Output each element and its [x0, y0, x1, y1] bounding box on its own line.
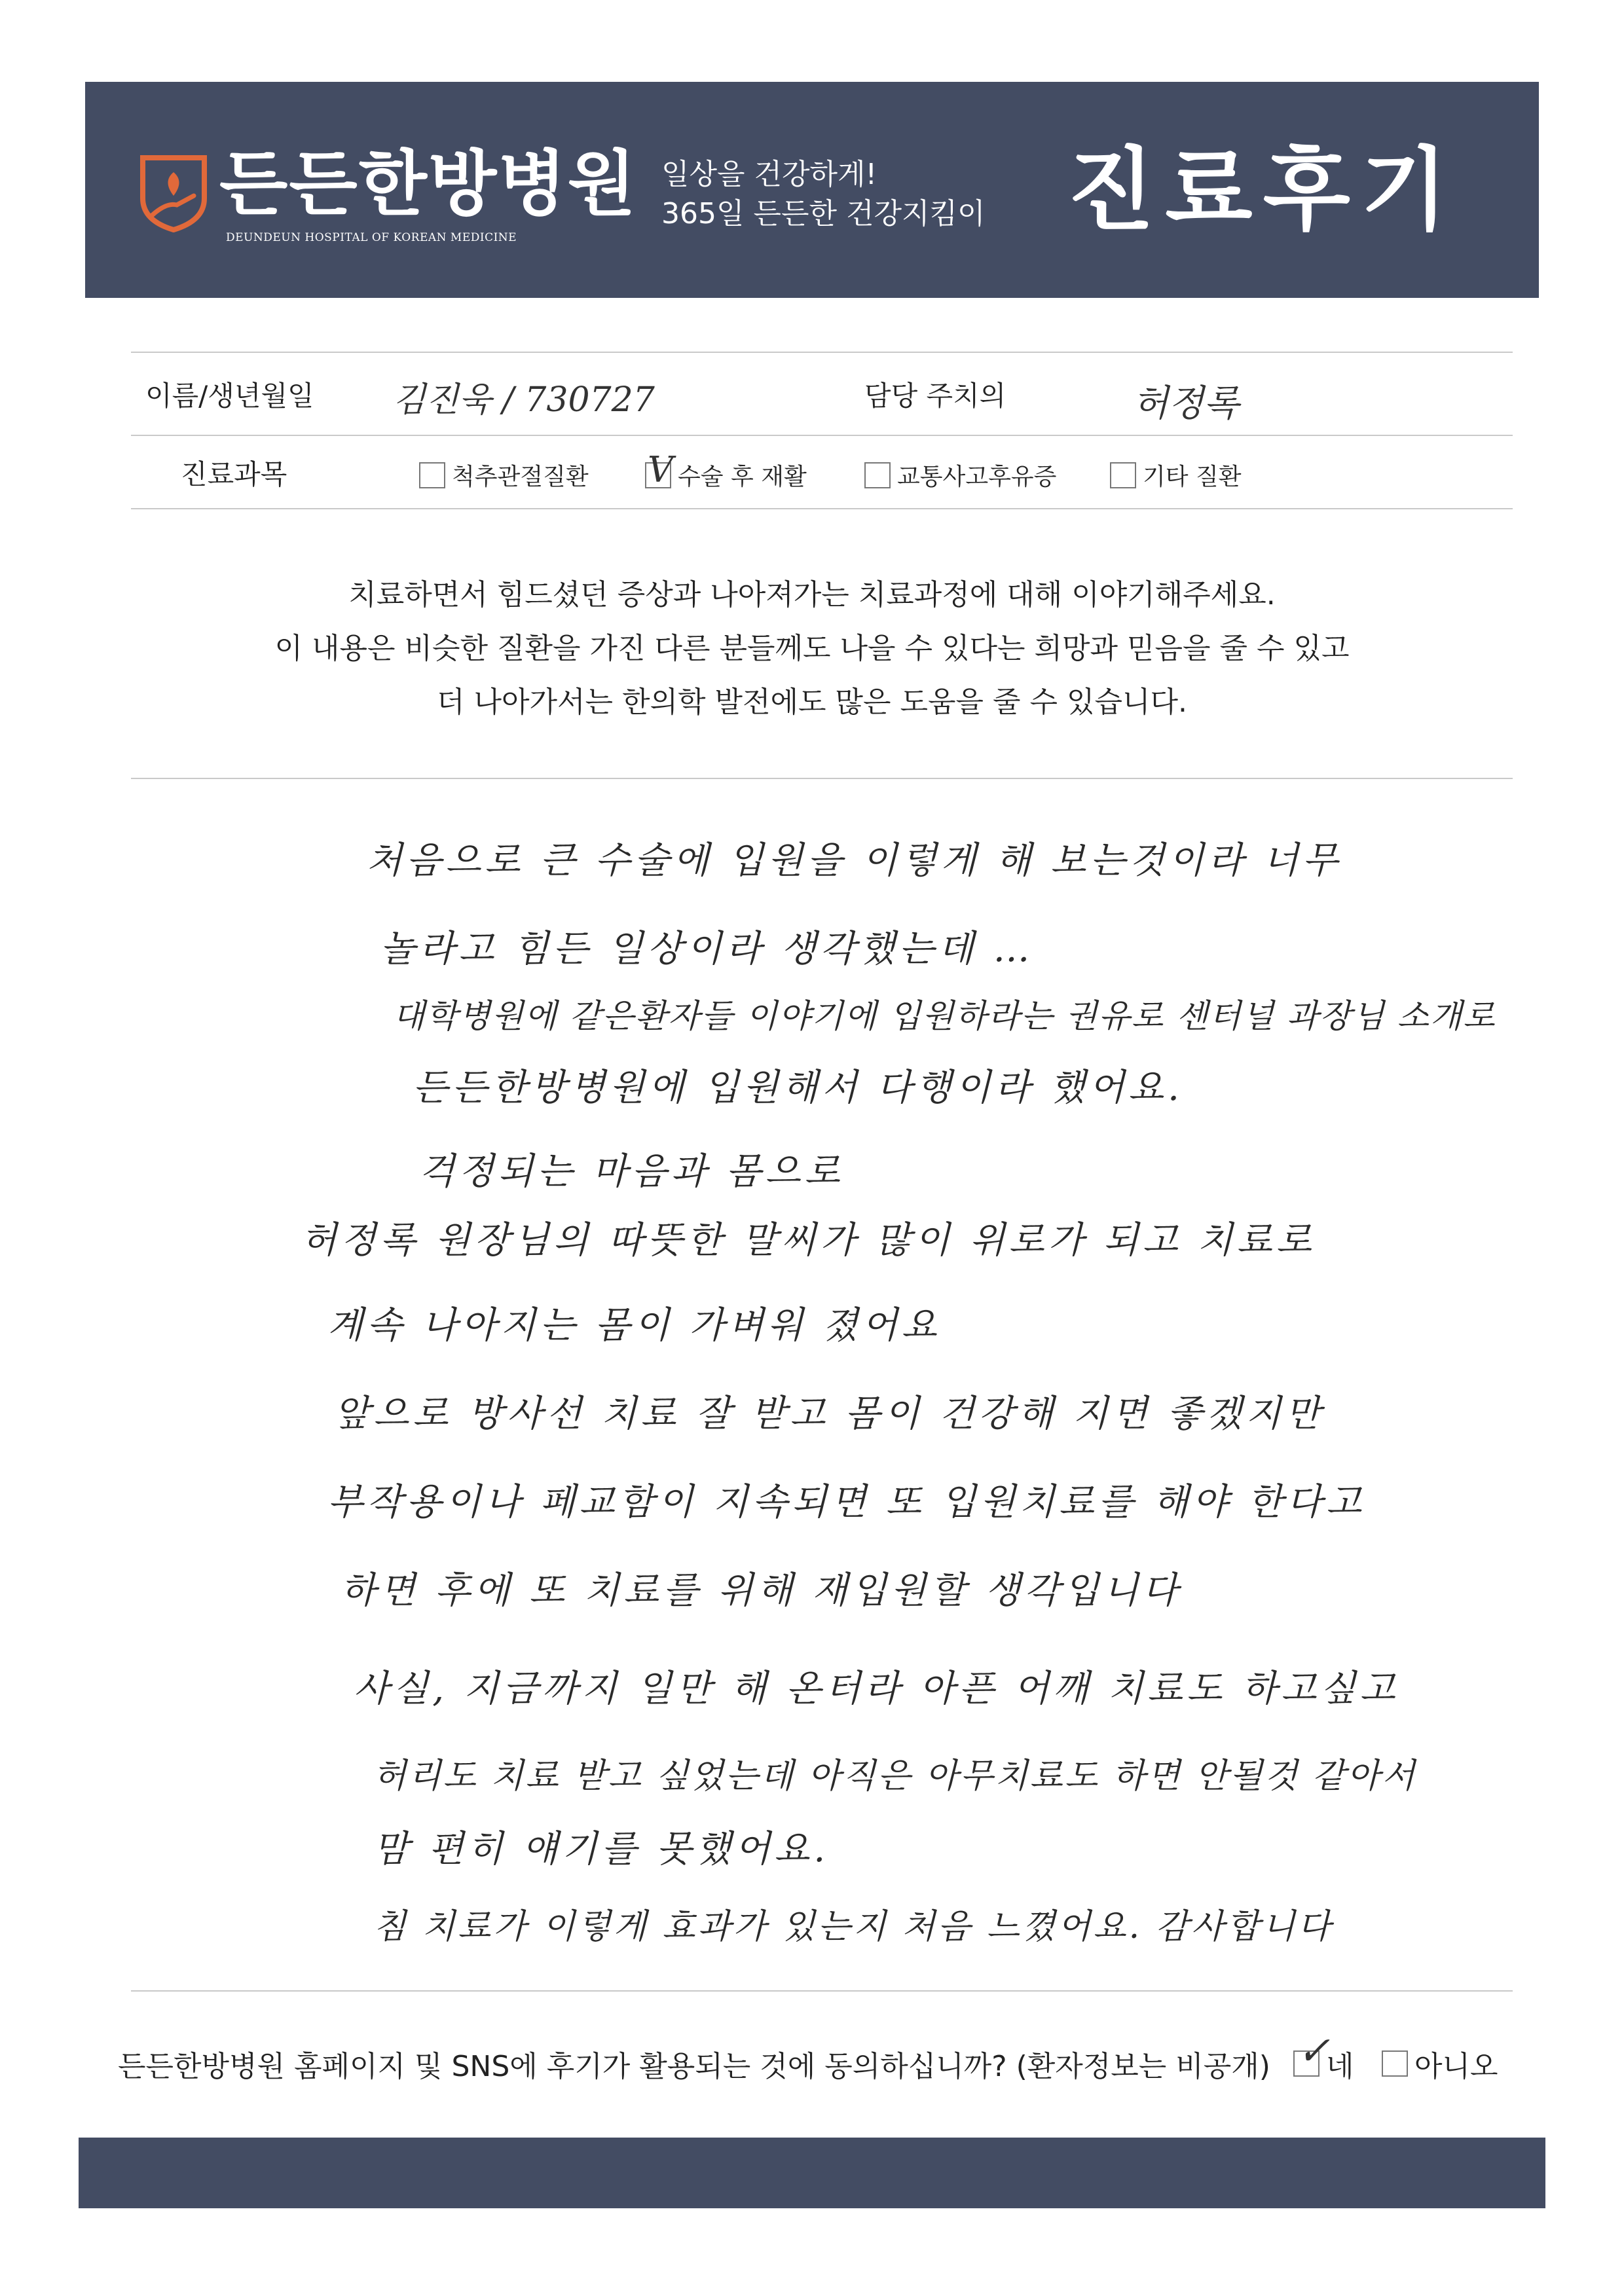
handwritten-check-icon: ✓	[1297, 2028, 1331, 2074]
checkbox[interactable]	[864, 462, 891, 488]
divider	[131, 778, 1513, 779]
option-label: 척추관절질환	[452, 464, 589, 490]
option-label: 수술 후 재활	[678, 464, 807, 490]
instruction-line-3: 더 나아가서는 한의학 발전에도 많은 도움을 줄 수 있습니다.	[437, 685, 1187, 719]
instructions	[0, 568, 1624, 729]
department-option-other[interactable]	[1110, 458, 1242, 492]
review-line: 하면 후에 또 치료를 위해 재입원할 생각입니다	[341, 1569, 1182, 1612]
department-option-spine[interactable]	[419, 458, 589, 492]
footer-bar	[79, 2138, 1545, 2208]
name-birth-label: 이름/생년월일	[145, 380, 314, 412]
doctor-value: 허정록	[1133, 382, 1240, 425]
handwritten-check-icon: V	[648, 448, 673, 490]
review-line: 처음으로 큰 수술에 입원을 이렇게 해 보는것이라 너무	[367, 839, 1342, 882]
slogan	[661, 155, 986, 234]
consent-question: 든든한방병원 홈페이지 및 SNS에 후기가 활용되는 것에 동의하십니까? (환자정보는 비공개)	[118, 2050, 1270, 2083]
name-birth-value: 김진욱 / 730727	[393, 380, 655, 420]
divider	[131, 352, 1513, 353]
review-line: 허리도 치료 받고 싶었는데 아직은 아무치료도 하면 안될것 같아서	[373, 1757, 1417, 1796]
review-line: 앞으로 방사선 치료 잘 받고 몸이 건강해 지면 좋겠지만	[334, 1393, 1325, 1435]
brand-subtitle: DEUNDEUN HOSPITAL OF KOREAN MEDICINE	[226, 231, 517, 244]
checkbox[interactable]	[419, 462, 445, 488]
doctor-label: 담당 주치의	[864, 380, 1006, 412]
review-line: 걱정되는 마음과 몸으로	[419, 1150, 844, 1193]
page-title: 진료후기	[1067, 137, 1459, 243]
review-line: 계속 나아지는 몸이 가벼워 졌어요	[327, 1304, 941, 1347]
review-line: 허정록 원장님의 따뜻한 말씨가 많이 위로가 되고 치료로	[301, 1219, 1316, 1262]
department-label: 진료과목	[181, 458, 287, 490]
review-line: 든든한방병원에 입원해서 다행이라 했어요.	[413, 1066, 1183, 1109]
consent-no-option[interactable]	[1382, 2043, 1498, 2085]
consent-yes-checkbox[interactable]	[1293, 2028, 1331, 2077]
brand-name: 든든한방병원	[219, 143, 637, 225]
slogan-line-1: 일상을 건강하게!	[661, 158, 877, 191]
consent-no-label: 아니오	[1414, 2050, 1498, 2083]
divider	[131, 1990, 1513, 1992]
consent-yes-option[interactable]	[1293, 2028, 1354, 2085]
option-label: 교통사고후유증	[897, 464, 1057, 490]
header-banner	[85, 82, 1539, 298]
divider	[131, 435, 1513, 436]
review-line: 침 치료가 이렇게 효과가 있는지 처음 느꼈어요. 감사합니다	[373, 1907, 1333, 1946]
slogan-line-2: 365일 든든한 건강지킴이	[661, 197, 986, 230]
hand-leaf-shield-icon	[138, 153, 210, 232]
checkbox[interactable]	[1110, 462, 1136, 488]
checkbox-checked[interactable]	[645, 448, 673, 490]
option-label: 기타 질환	[1143, 464, 1242, 490]
review-line: 맘 편히 얘기를 못했어요.	[373, 1828, 830, 1870]
consent-no-checkbox[interactable]	[1382, 2050, 1408, 2077]
review-line: 사실, 지금까지 일만 해 온터라 아픈 어깨 치료도 하고싶고	[354, 1667, 1399, 1710]
consent-yes-label: 네	[1326, 2050, 1354, 2083]
instruction-line-2: 이 내용은 비슷한 질환을 가진 다른 분들께도 나을 수 있다는 희망과 믿음을 줄 수 있고	[274, 632, 1350, 665]
review-line: 놀라고 힘든 일상이라 생각했는데 …	[380, 928, 1034, 970]
instruction-line-1: 치료하면서 힘드셨던 증상과 나아져가는 치료과정에 대해 이야기해주세요.	[348, 578, 1276, 611]
review-line: 부작용이나 페교함이 지속되면 또 입원치료를 해야 한다고	[327, 1481, 1366, 1523]
department-option-post-surgery[interactable]	[645, 448, 807, 492]
divider	[131, 508, 1513, 509]
department-option-traffic[interactable]	[864, 458, 1056, 492]
review-line: 대학병원에 같은환자들 이야기에 입원하라는 권유로 센터널 과장님 소개로	[393, 997, 1496, 1035]
